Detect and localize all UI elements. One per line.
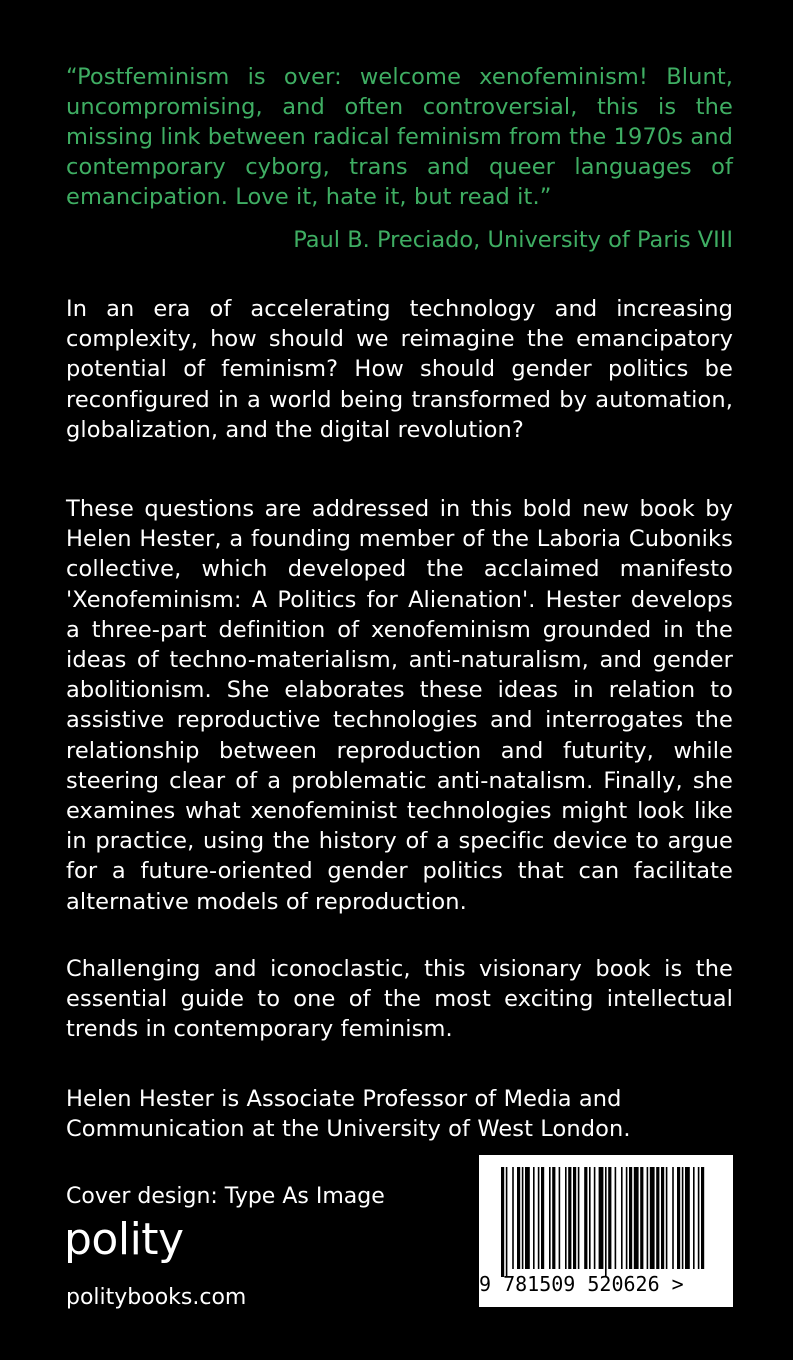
description-paragraph-3: Challenging and iconoclastic, this visionary book is the essential guide to one of the most exciting intellectual trends in contemporary feminism. <box>66 956 733 1043</box>
isbn-number: 9 781509 520626 > <box>479 1272 684 1296</box>
barcode-bar <box>672 1167 674 1269</box>
barcode-bar <box>565 1167 567 1269</box>
description-paragraph-2: These questions are addressed in this bold new book by Helen Hester, a founding member of the Laboria Cuboniks collective, which developed the acclaimed manifesto 'Xenofeminism: A Politics for Alienation'. Hester develops a three-part definition of xenofeminism grounded in the ideas of techno-materialism, anti-naturalism, and gender abolitionism. She elaborates these ideas in relation to assistive reproductive technologies and interrogates the relationship between reproduction and futurity, while steering clear of a problematic anti-natalism. Finally, she examines what xenofeminist technologies might look like in practice, using the history of a specific device to argue for a future-oriented gender politics that can facilitate alternative models of reproduction. <box>66 496 733 915</box>
cover-design-credit: Cover design: Type As Image <box>66 1184 385 1209</box>
endorsement-attribution: Paul B. Preciado, University of Paris VIII <box>293 227 733 253</box>
barcode-bar <box>549 1167 551 1269</box>
barcode-bar <box>608 1167 611 1269</box>
barcode-bar <box>701 1167 704 1269</box>
barcode-bar <box>677 1167 680 1269</box>
barcode-bar <box>578 1167 580 1269</box>
barcode-bar <box>615 1167 617 1269</box>
barcode-bar <box>541 1167 544 1269</box>
barcode-bar <box>640 1167 643 1269</box>
barcode-bar <box>626 1167 628 1269</box>
barcode-bar <box>568 1167 571 1269</box>
barcode-bar <box>552 1167 555 1269</box>
barcode-bar <box>512 1167 514 1269</box>
barcode-bar <box>698 1167 700 1269</box>
barcode-bar <box>666 1167 668 1269</box>
endorsement-quote: “Postfeminism is over: welcome xenofeminism! Blunt, uncompromising, and often controversial, this is the missing link between radical feminism from the 1970s and contemporary cyborg, trans and queer languages of emancipation. Love it, hate it, but read it.” <box>66 64 733 210</box>
barcode-bar <box>599 1167 604 1269</box>
barcode-bar <box>594 1167 596 1269</box>
barcode-bar <box>634 1167 639 1269</box>
barcode-bar <box>629 1167 632 1269</box>
isbn-barcode <box>479 1155 733 1307</box>
barcode-bar <box>584 1167 587 1269</box>
barcode-bar <box>559 1167 561 1269</box>
barcode-bar <box>501 1167 504 1277</box>
barcode-bar <box>621 1167 623 1269</box>
barcode-bar <box>685 1167 690 1269</box>
barcode-bar <box>573 1167 576 1269</box>
barcode-bar <box>661 1167 664 1269</box>
barcode-bar <box>538 1167 540 1269</box>
publisher-logo: polity <box>64 1214 184 1265</box>
barcode-bar <box>517 1167 520 1269</box>
barcode-bar <box>525 1167 530 1269</box>
barcode-bar <box>650 1167 655 1269</box>
barcode-bar <box>693 1167 695 1269</box>
author-bio: Helen Hester is Associate Professor of Media and Communication at the University of West London. <box>66 1086 631 1143</box>
barcode-bar <box>682 1167 684 1269</box>
barcode-bar <box>533 1167 535 1269</box>
barcode-bar <box>589 1167 591 1269</box>
publisher-website: politybooks.com <box>66 1285 247 1310</box>
barcode-bar <box>522 1167 524 1269</box>
description-paragraph-1: In an era of accelerating technology and increasing complexity, how should we reimagine the emancipatory potential of feminism? How should gender politics be reconfigured in a world being transformed by automation, globalization, and the digital revolution? <box>66 296 733 443</box>
barcode-bar <box>647 1167 649 1269</box>
barcode-bar <box>506 1167 508 1277</box>
barcode-bar <box>656 1167 659 1269</box>
barcode-bar <box>605 1167 607 1277</box>
